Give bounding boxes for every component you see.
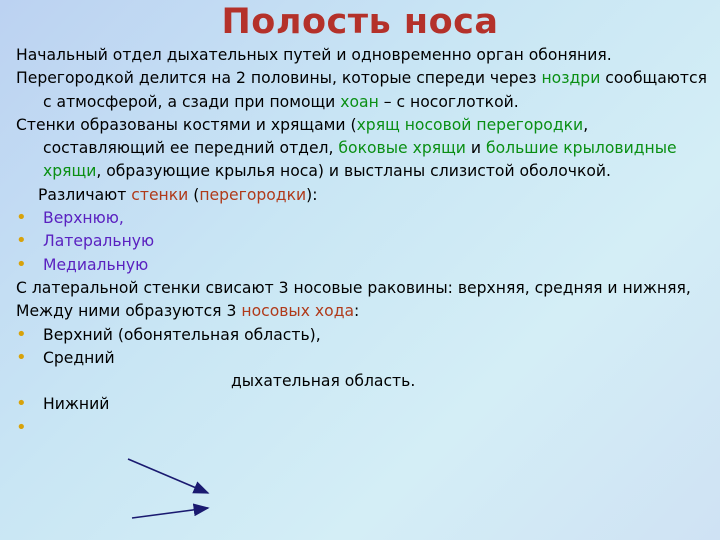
paragraph-intro: Начальный отдел дыхательных путей и одновременно орган обоняния.	[16, 46, 612, 64]
term-nostrils: ноздри	[541, 69, 601, 88]
term-partitions: перегородки	[199, 185, 307, 204]
text-run: и	[465, 139, 486, 158]
paragraph-conchae: С латеральной стенки свисают 3 носовые раковины: верхняя, средняя и нижняя,	[16, 278, 691, 297]
text-run: Стенки образованы костями и хрящами (	[16, 115, 357, 134]
text-run: – с носоглоткой.	[378, 92, 519, 111]
passage-lower: Нижний	[43, 395, 110, 414]
text-run: , составляющий ее передний отдел,	[43, 115, 589, 158]
arrow-lower-to-respiratory	[132, 508, 208, 518]
bullet-icon: •	[16, 207, 27, 229]
term-alar-cartilages: большие крыловидные хрящи	[43, 139, 677, 181]
term-walls: стенки	[131, 185, 189, 204]
passage-upper: Верхний (обонятельная область),	[43, 325, 321, 344]
slide-title: Полость носа	[221, 2, 499, 42]
term-nasal-passages: носовых хода	[241, 302, 355, 321]
bullet-icon: •	[16, 416, 27, 438]
text-run: , образующие крылья носа) и выстланы слизистой оболочкой.	[96, 162, 612, 181]
bullet-icon: •	[16, 346, 27, 368]
passage-middle: Средний	[43, 348, 115, 367]
term-septal-cartilage: хрящ носовой перегородки	[356, 115, 584, 134]
respiratory-area-label: дыхательная область.	[231, 372, 416, 391]
term-choanae: хоан	[340, 92, 379, 111]
text-run: (	[188, 185, 200, 204]
bullet-icon: •	[16, 253, 27, 275]
bullet-icon: •	[16, 393, 27, 415]
text-run: :	[354, 302, 360, 321]
term-lateral-cartilages: боковые хрящи	[338, 139, 466, 158]
wall-upper: Верхнюю,	[43, 209, 124, 228]
text-run: сообщаются с атмосферой, а сзади при помощи	[43, 69, 707, 111]
text-run: Перегородкой делится на 2 половины, которые спереди через	[16, 69, 542, 88]
arrow-middle-to-respiratory	[128, 459, 208, 493]
bullet-icon: •	[16, 230, 27, 252]
bullet-icon: •	[16, 323, 27, 345]
text-run: Различают	[38, 185, 132, 204]
text-run: Между ними образуются 3	[16, 302, 242, 321]
text-run: ):	[306, 185, 318, 204]
wall-lateral: Латеральную	[43, 232, 155, 251]
wall-medial: Медиальную	[43, 255, 149, 274]
